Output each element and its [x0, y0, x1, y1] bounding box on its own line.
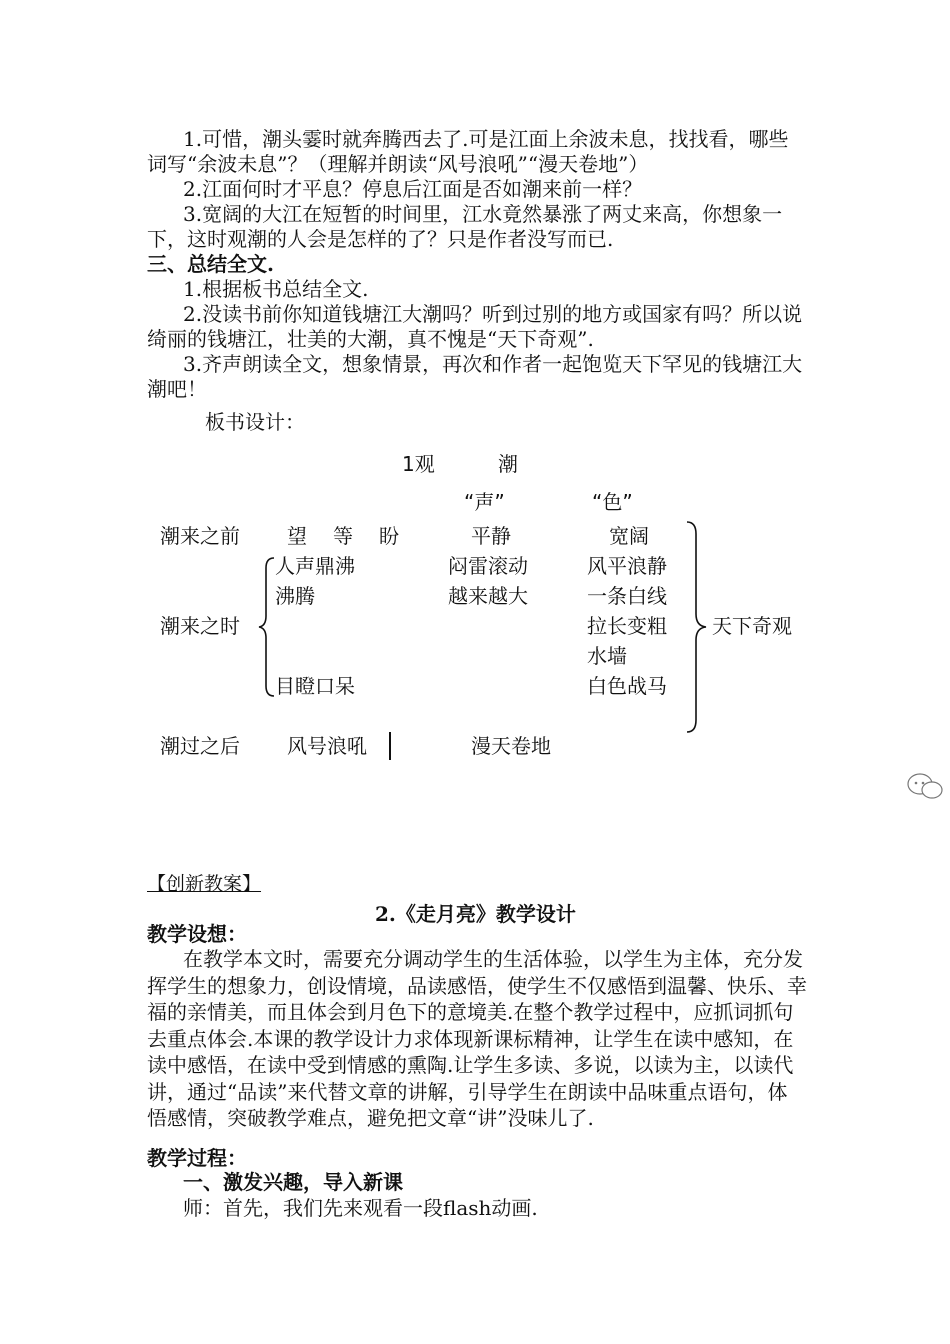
row-before-c3: 盼 — [379, 524, 399, 548]
paragraph-item-1: 1.可惜，潮头霎时就奔腾西去了.可是江面上余波未息，找找看，哪些词写“余波未息”？（理解并朗读“风号浪吼”“漫天卷地”） — [147, 127, 789, 176]
row-before-color: 宽阔 — [609, 524, 649, 548]
during-people-3: 目瞪口呆 — [275, 674, 355, 698]
during-sound-2: 越来越大 — [448, 584, 528, 608]
during-people-2: 沸腾 — [275, 584, 315, 608]
row-before-label: 潮来之前 — [160, 524, 240, 548]
during-people-1: 人声鼎沸 — [275, 554, 355, 578]
row-after-color: 漫天卷地 — [471, 734, 551, 758]
idea-body: 在教学本文时，需要充分调动学生的生活体验，以学生为主体，充分发挥学生的想象力，创设情境，品读感悟，使学生不仅感悟到温馨、快乐、幸福的亲情美，而且体会到月色下的意境美.在整个教学过程中，应抓词抓句去重点体会.本课的教学设计力求体现新课标精神，让学生在读中感知，在读中感悟，在读中受到情感的熏陶.让学生多读、多说，以读为主，以读代讲，通过“品读”来代替文章的讲解，引导学生在朗读中品味重点语句，体悟感情，突破教学难点，避免把文章“讲”没味儿了. — [147, 947, 807, 1130]
during-color-5: 白色战马 — [587, 674, 667, 698]
right-brace — [684, 520, 710, 734]
step1-heading: 一、激发兴趣，导入新课 — [183, 1170, 403, 1194]
idea-heading: 教学设想： — [147, 922, 247, 946]
board-label: 板书设计： — [205, 410, 305, 434]
innovation-tag: 【创新教案】 — [147, 873, 262, 895]
divider-bar — [389, 732, 391, 760]
board-title-number: 1观 — [402, 452, 435, 476]
chat-bubble-icon — [905, 770, 945, 804]
row-before-c2: 等 — [333, 524, 353, 548]
section-three-heading: 三、总结全文. — [147, 252, 274, 276]
board-title-char: 潮 — [498, 452, 518, 476]
section-three-item-3: 3.齐声朗读全文，想象情景，再次和作者一起饱览天下罕见的钱塘江大潮吧！ — [147, 352, 803, 401]
paragraph-item-2: 2.江面何时才平息？停息后江面是否如潮来前一样？ — [183, 177, 643, 201]
row-after-sound: 风号浪吼 — [287, 734, 367, 758]
section-three-item-2: 2.没读书前你知道钱塘江大潮吗？听到过别的地方或国家有吗？所以说绮丽的钱塘江，壮美的大潮，真不愧是“天下奇观”. — [147, 302, 803, 351]
row-during-label: 潮来之时 — [160, 614, 240, 638]
row-before-c1: 望 — [287, 524, 307, 548]
section-three-item-1: 1.根据板书总结全文. — [183, 277, 369, 301]
summary-label: 天下奇观 — [712, 614, 792, 638]
during-color-4: 水墙 — [587, 644, 627, 668]
during-color-1: 风平浪静 — [587, 554, 667, 578]
row-after-label: 潮过之后 — [160, 734, 240, 758]
during-sound-1: 闷雷滚动 — [448, 554, 528, 578]
column-sound-header: “声” — [464, 490, 505, 514]
column-color-header: “色” — [592, 490, 633, 514]
row-before-sound: 平静 — [471, 524, 511, 548]
step1-body: 师：首先，我们先来观看一段flash动画. — [183, 1196, 538, 1220]
lesson-title: 2.《走月亮》教学设计 — [375, 902, 576, 926]
during-color-3: 拉长变粗 — [587, 614, 667, 638]
paragraph-item-3: 3.宽阔的大江在短暂的时间里，江水竟然暴涨了两丈来高，你想象一下，这时观潮的人会是怎样的了？只是作者没写而已. — [147, 202, 783, 251]
process-heading: 教学过程： — [147, 1146, 247, 1170]
during-color-2: 一条白线 — [587, 584, 667, 608]
